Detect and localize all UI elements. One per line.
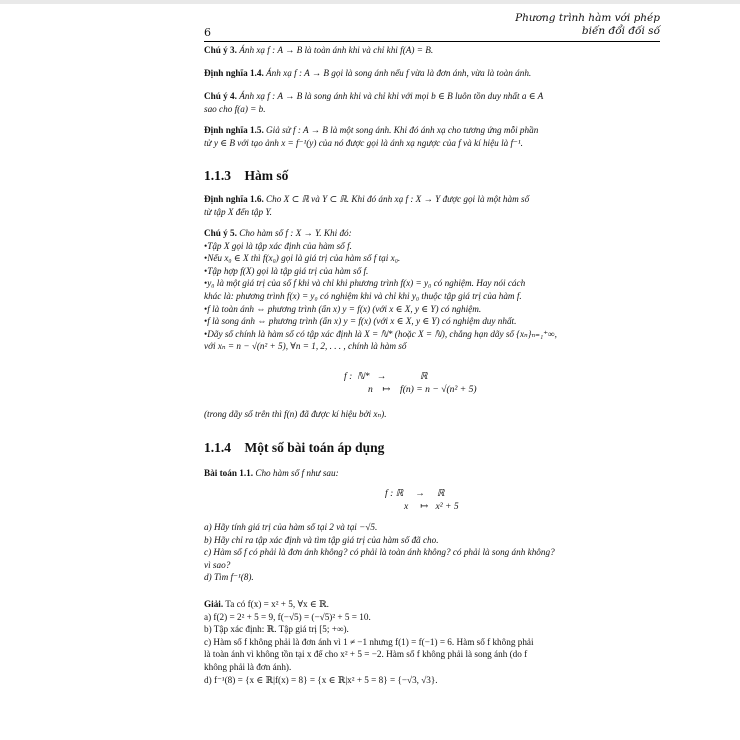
- note-5: [204, 227, 660, 353]
- running-header-line-1: Phương trình hàm với phép: [515, 12, 660, 24]
- solution-line: d) f⁻¹(8) = {x ∈ ℝ|f(x) = 8} = {x ∈ ℝ|x² + 5 = 8} = {−√3, √3}.: [204, 674, 438, 685]
- problem-map-row-2: x ↦ x² + 5: [404, 501, 459, 512]
- problem-questions: [204, 521, 660, 584]
- header-rule: [204, 41, 660, 42]
- section-title: Hàm số: [244, 168, 289, 183]
- note-3-label: Chú ý 3.: [204, 45, 237, 55]
- sequence-note: (trong dãy số trên thì f(n) đã được kí hiệu bởi xₙ).: [204, 409, 387, 419]
- definition-1-6-line-2: từ tập X đến tập Y.: [204, 206, 272, 217]
- definition-1-4-label: Định nghĩa 1.4.: [204, 68, 264, 78]
- problem-label: Bài toán 1.1.: [204, 468, 254, 478]
- note-5-item: • f là song ánh ⇔ phương trình (ẩn x) y = f(x) (với x ∈ X, y ∈ Y) có nghiệm duy nhất.: [204, 315, 660, 328]
- question-c-cont: vì sao?: [204, 559, 231, 570]
- note-5-item-cont: với xₙ = n − √(n² + 5), ∀n = 1, 2, . . . , chính là hàm số: [204, 341, 407, 352]
- definition-1-6: [204, 193, 660, 218]
- question-c: c) Hàm số f có phải là đơn ánh không? có phải là toàn ánh không? có phải là song ánh không?: [204, 547, 555, 558]
- note-5-item: • f là toàn ánh ⇔ phương trình (ẩn x) y = f(x) (với x ∈ X, y ∈ Y) có nghiệm.: [204, 303, 660, 316]
- running-header-line-2: biến đổi đối số: [581, 25, 660, 37]
- problem-intro: Cho hàm số f như sau:: [255, 468, 339, 478]
- solution-line: Ta có f(x) = x² + 5, ∀x ∈ ℝ.: [225, 599, 329, 609]
- note-5-item: • Tập X gọi là tập xác định của hàm số f.: [204, 240, 660, 253]
- note-4-line-2: sao cho f(a) = b.: [204, 103, 266, 114]
- note-5-intro: Cho hàm số f : X → Y. Khi đó:: [239, 228, 352, 238]
- note-5-item: • Tập hợp f(X) gọi là tập giá trị của hàm số f.: [204, 265, 660, 278]
- note-5-item: • Nếu x₀ ∈ X thì f(x₀) gọi là giá trị của hàm số f tại x₀.: [204, 252, 660, 265]
- note-3-text: Ánh xạ f : A → B là toàn ánh khi và chỉ khi f(A) = B.: [239, 45, 434, 55]
- note-4-line-1: Ánh xạ f : A → B là song ánh khi và chỉ khi với mọi b ∈ B luôn tồn duy nhất a ∈ A: [239, 91, 544, 101]
- definition-1-6-line-1: Cho X ⊂ ℝ và Y ⊂ ℝ. Khi đó ánh xạ f : X → Y được gọi là một hàm số: [266, 194, 530, 204]
- note-5-label: Chú ý 5.: [204, 228, 237, 238]
- definition-1-5-label: Định nghĩa 1.5.: [204, 125, 264, 135]
- solution-line: c) Hàm số f không phải là đơn ánh vì 1 ≠ −1 nhưng f(1) = f(−1) = 6. Hàm số f không phải: [204, 636, 534, 647]
- sequence-map-row-1: f : ℕ* → ℝ: [344, 371, 428, 382]
- solution: [204, 598, 660, 686]
- section-heading-1-1-4: [204, 440, 384, 456]
- definition-1-6-label: Định nghĩa 1.6.: [204, 194, 264, 204]
- definition-1-4-text: Ánh xạ f : A → B gọi là song ánh nếu f vừa là đơn ánh, vừa là toàn ánh.: [266, 68, 532, 78]
- section-number: 1.1.3: [204, 168, 231, 183]
- definition-1-5: [204, 124, 660, 149]
- note-4-label: Chú ý 4.: [204, 91, 237, 101]
- solution-label: Giải.: [204, 599, 224, 609]
- note-5-item: • Dãy số chính là hàm số có tập xác định là X = ℕ* (hoặc X = ℕ), chẳng hạn dãy số {xₙ}ₙ₌₁⁺∞,: [204, 328, 660, 341]
- sequence-map-row-2: n ↦ f(n) = n − √(n² + 5): [368, 384, 477, 395]
- question-b: b) Hãy chỉ ra tập xác định và tìm tập giá trị của hàm số đã cho.: [204, 534, 439, 545]
- problem-1-1-intro: [204, 467, 660, 480]
- solution-line: b) Tập xác định: ℝ. Tập giá trị [5; +∞).: [204, 624, 349, 635]
- question-d: d) Tìm f⁻¹(8).: [204, 572, 254, 583]
- definition-1-5-line-1: Giả sử f : A → B là một song ánh. Khi đó ánh xạ cho tương ứng mỗi phần: [266, 125, 539, 135]
- running-header: [515, 12, 660, 38]
- problem-map-row-1: f : ℝ → ℝ: [385, 488, 445, 499]
- section-title: Một số bài toán áp dụng: [244, 440, 385, 455]
- solution-line: là toàn ánh vì không tồn tại x để cho x² + 5 = −2. Hàm số f không phải là song ánh (do f: [204, 649, 528, 660]
- page-number: 6: [204, 26, 211, 39]
- section-heading-1-1-3: [204, 168, 288, 184]
- question-a: a) Hãy tính giá trị của hàm số tại 2 và tại −√5.: [204, 522, 378, 532]
- solution-line: không phải là đơn ánh).: [204, 661, 292, 672]
- section-number: 1.1.4: [204, 440, 231, 455]
- note-5-item: • y₀ là một giá trị của số f khi và chỉ khi phương trình f(x) = y₀ có nghiệm. Hay nói cách: [204, 277, 660, 290]
- viewer-top-edge: [0, 0, 740, 4]
- note-5-item-cont: khác là: phương trình f(x) = y₀ có nghiệm khi và chỉ khi y₀ thuộc tập giá trị của hàm f.: [204, 290, 522, 301]
- note-4: [204, 90, 660, 115]
- definition-1-4: [204, 67, 660, 80]
- definition-1-5-line-2: tử y ∈ B với tạo ảnh x = f⁻¹(y) của nó được gọi là ánh xạ ngược của f và kí hiệu là f⁻¹.: [204, 137, 523, 148]
- solution-line: a) f(2) = 2² + 5 = 9, f(−√5) = (−√5)² + 5 = 10.: [204, 611, 371, 622]
- note-3: [204, 44, 660, 57]
